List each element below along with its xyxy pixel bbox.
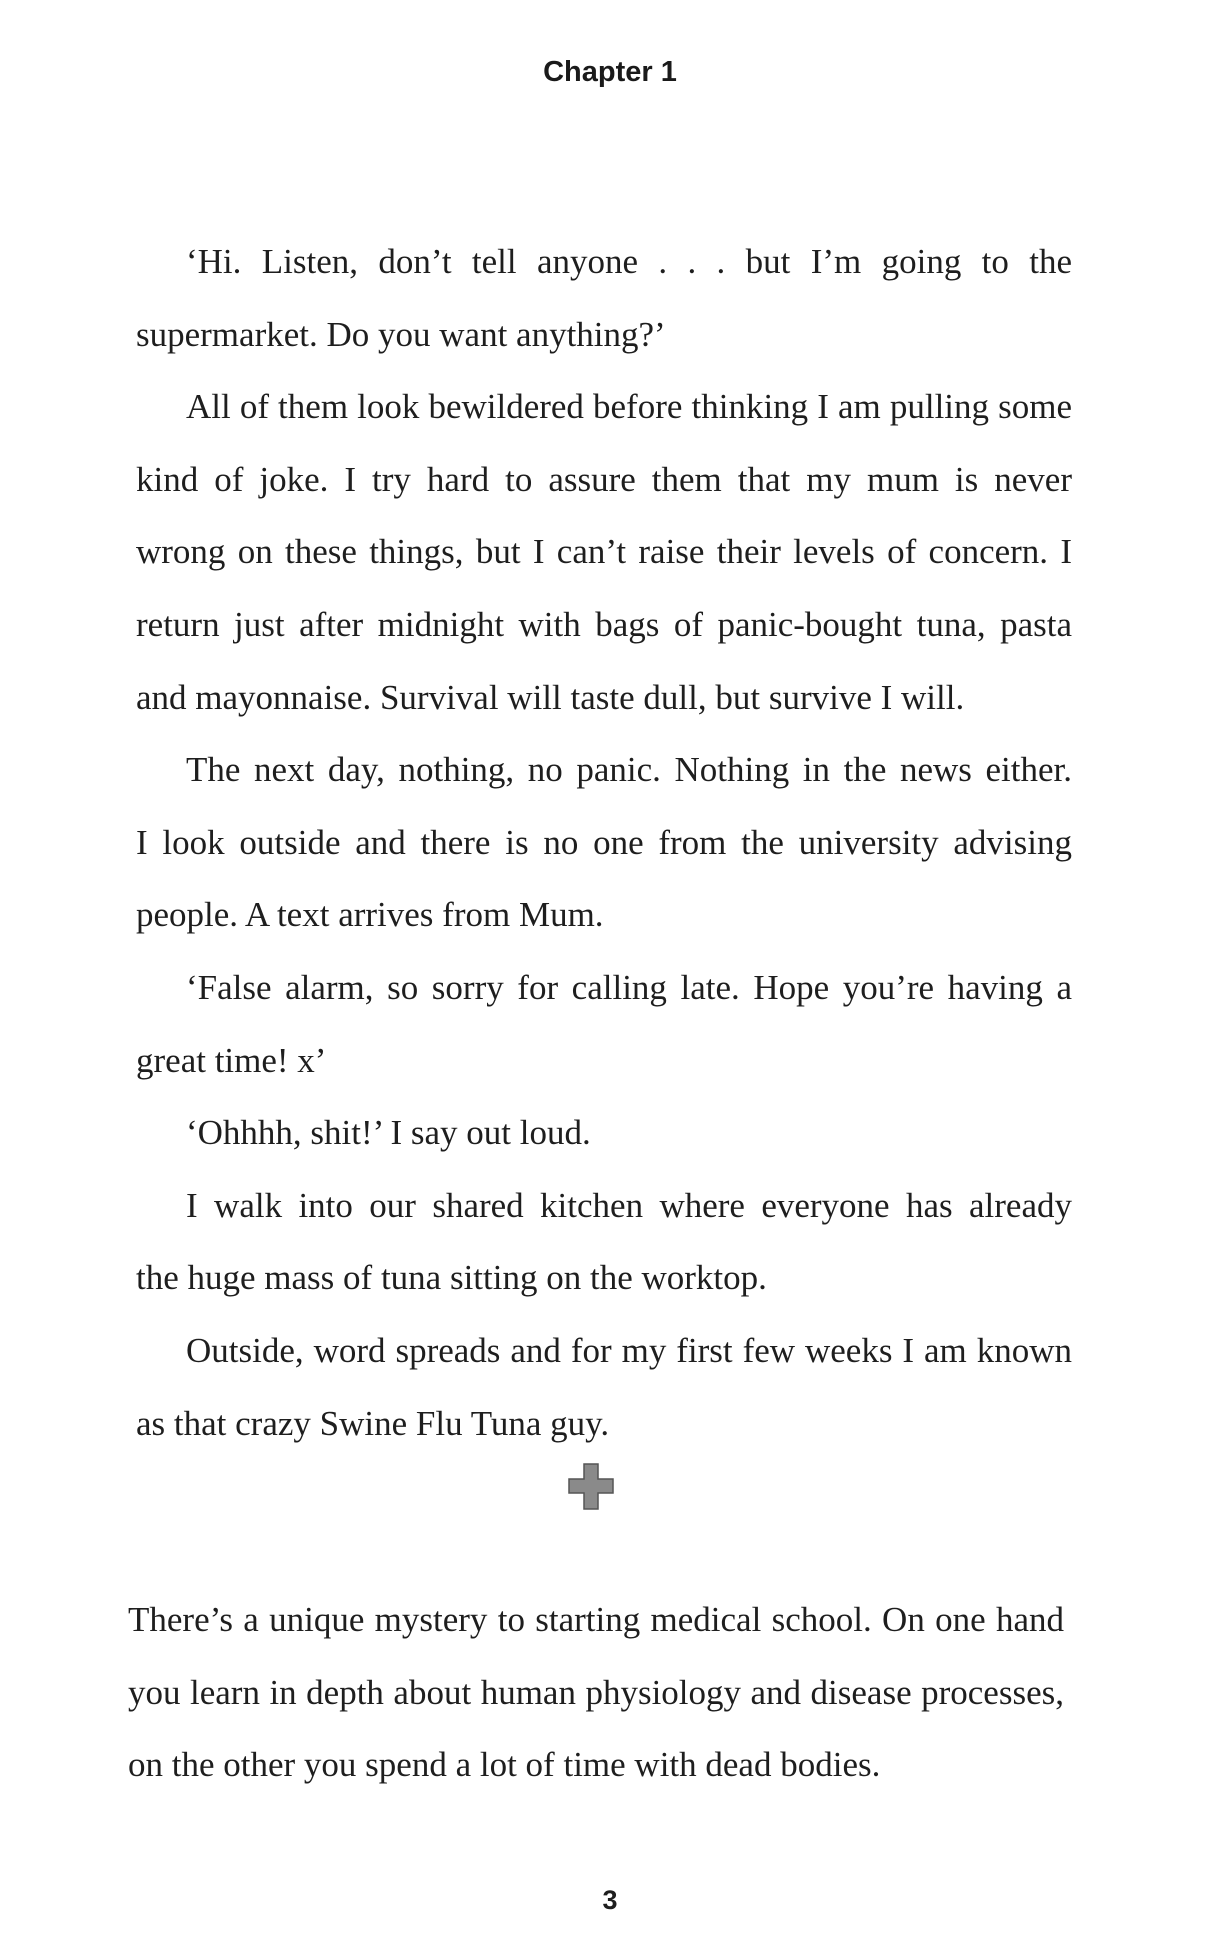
text-line: people. A text arrives from Mum. — [136, 895, 604, 935]
text-line: supermarket. Do you want anything?’ — [136, 314, 666, 354]
text-line: ‘Hi. Listen, don’t tell anyone . . . but I’m going to the — [186, 242, 1072, 281]
text-line: return just after midnight with bags of panic-bought tuna, pasta — [136, 604, 1072, 644]
body-text — [136, 226, 1072, 1460]
text-line: great time! x’ — [136, 1040, 327, 1080]
text-line: ‘False alarm, so sorry for calling late. Hope you’re having a — [186, 967, 1072, 1007]
text-line: kind of joke. I try hard to assure them that my mum is never — [136, 459, 1072, 499]
text-line: on the other you spend a lot of time with dead bodies. — [128, 1745, 881, 1785]
chapter-heading: Chapter 1 — [543, 56, 677, 88]
text-line: All of them look bewildered before thinking I am pulling some — [186, 387, 1072, 427]
text-line: Outside, word spreads and for my first few weeks I am known — [186, 1330, 1072, 1370]
text-line: I walk into our shared kitchen where everyone has already — [186, 1185, 1072, 1225]
text-line: the huge mass of tuna sitting on the worktop. — [136, 1258, 767, 1298]
page-number: 3 — [602, 1885, 618, 1915]
text-line: I look outside and there is no one from the university advising — [136, 822, 1072, 862]
plus-cross-icon — [568, 1463, 614, 1510]
text-line: you learn in depth about human physiology and disease processes, — [128, 1672, 1064, 1712]
section-text — [128, 1584, 1064, 1802]
text-line: as that crazy Swine Flu Tuna guy. — [136, 1403, 610, 1443]
text-line: and mayonnaise. Survival will taste dull, but survive I will. — [136, 677, 965, 717]
text-line: ‘Ohhhh, shit!’ I say out loud. — [186, 1113, 591, 1153]
text-line: There’s a unique mystery to starting medical school. On one hand — [128, 1600, 1064, 1639]
text-line: wrong on these things, but I can’t raise their levels of concern. I — [136, 532, 1072, 572]
text-line: The next day, nothing, no panic. Nothing in the news either. — [186, 750, 1072, 790]
